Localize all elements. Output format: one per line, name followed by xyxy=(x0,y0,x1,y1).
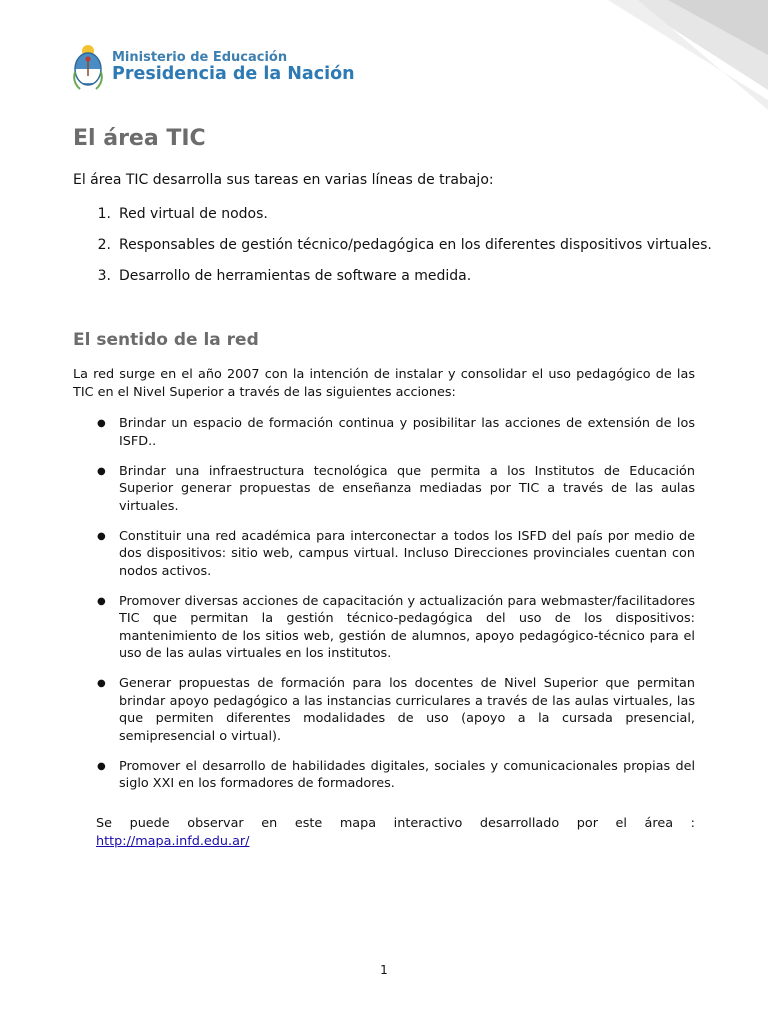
ministry-name: Ministerio de Educación xyxy=(112,49,288,65)
page-number: 1 xyxy=(380,963,388,977)
list-item xyxy=(73,236,713,267)
list-text: Promover diversas acciones de capacitación y actualización para webmaster/facilitadores TIC que permitan la gestión técnico-pedagógica del uso de los dispositivos: mantenimiento de los sitios web, gestión de alumnos, apoyo pedagógico-técnico para el uso de las aulas virtuales en los institutos. xyxy=(119,593,695,661)
list-text: Responsables de gestión técnico/pedagógica en los diferentes dispositivos virtuales. xyxy=(119,237,712,253)
header xyxy=(72,42,355,92)
list-number: 3. xyxy=(97,268,111,284)
map-link[interactable]: http://mapa.infd.edu.ar/ xyxy=(96,834,250,849)
list-number: 1. xyxy=(97,206,111,222)
list-item xyxy=(73,415,695,450)
work-lines-list xyxy=(73,205,713,298)
list-text: Constituir una red académica para interconectar a todos los ISFD del país por medio de dos dispositivos: sitio web, campus virtual. Incluso Direcciones provinciales cuentan con nodos activos. xyxy=(119,528,695,579)
map-description: Se puede observar en este mapa interactivo desarrollado por el área : xyxy=(96,816,695,831)
section-paragraph: La red surge en el año 2007 con la intención de instalar y consolidar el uso pedagógico de las TIC en el Nivel Superior a través de las siguientes acciones: xyxy=(73,367,695,400)
actions-list xyxy=(73,415,695,805)
bullet-dot-icon: ● xyxy=(97,760,106,772)
bullet-dot-icon: ● xyxy=(97,465,106,477)
bullet-dot-icon: ● xyxy=(97,678,106,689)
argentina-coat-of-arms-icon xyxy=(72,42,104,92)
list-text: Generar propuestas de formación para los docentes de Nivel Superior que permitan brindar apoyo pedagógico a las instancias curriculares a través de las aulas virtuales, las que permiten diferentes modalidades de uso (apoyo a la cursada presencial, semipresencial o virtual). xyxy=(119,676,695,744)
organization-name xyxy=(112,51,355,84)
page-title: El área TIC xyxy=(73,126,206,151)
list-item xyxy=(73,758,695,793)
list-item xyxy=(73,463,695,516)
list-text: Promover el desarrollo de habilidades digitales, sociales y comunicacionales propias del siglo XXI en los formadores de formadores. xyxy=(119,758,695,791)
bullet-dot-icon: ● xyxy=(97,595,106,607)
list-item xyxy=(73,528,695,581)
corner-decoration xyxy=(608,0,768,110)
list-item xyxy=(73,675,695,745)
list-text: Brindar un espacio de formación continua y posibilitar las acciones de extensión de los ISFD.. xyxy=(119,416,695,449)
list-item xyxy=(73,593,695,663)
list-number: 2. xyxy=(97,237,111,253)
list-item xyxy=(73,205,713,236)
section-title: El sentido de la red xyxy=(73,330,259,350)
presidency-name: Presidencia de la Nación xyxy=(112,63,355,84)
bullet-dot-icon: ● xyxy=(97,530,106,542)
bullet-dot-icon: ● xyxy=(97,418,106,429)
list-text: Desarrollo de herramientas de software a medida. xyxy=(119,268,472,284)
list-text: Red virtual de nodos. xyxy=(119,206,268,222)
intro-text: El área TIC desarrolla sus tareas en varias líneas de trabajo: xyxy=(73,172,494,188)
list-text: Brindar una infraestructura tecnológica que permita a los Institutos de Educación Superior generar propuestas de enseñanza mediadas por TIC a través de las aulas virtuales. xyxy=(119,463,695,514)
list-item xyxy=(73,267,713,298)
